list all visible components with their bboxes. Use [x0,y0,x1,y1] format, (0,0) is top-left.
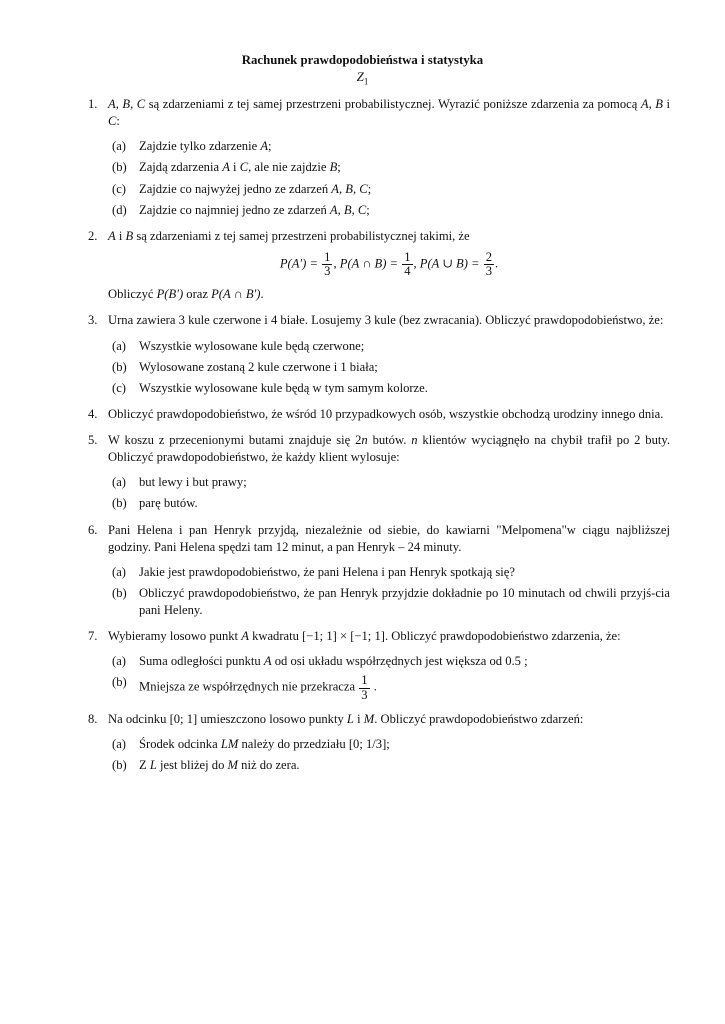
text-fragment: kule (bez zwracania). Obliczyć prawdopodobieństwo, że: [370,313,664,328]
math-event: A [222,160,230,175]
text-fragment: kule czerwone i [184,313,271,328]
problem-list [88,96,670,783]
fraction-numerator: 2 [485,249,492,264]
math-number: 2 [355,433,362,448]
subproblem-text: Wszystkie wylosowane kule będą czerwone; [139,338,365,353]
text-fragment: ; [366,202,370,217]
text-fragment: są zdarzeniami z tej samej przestrzeni probabilistycznej. Wyrazić poniższe zdarzenia za pomocą [145,97,641,111]
problem-7 [88,628,670,702]
subtitle-subscript: 1 [363,76,369,87]
math-event: A [108,228,116,243]
subproblem-7a [108,653,670,670]
subproblem-list [108,474,670,512]
text-fragment: Urna zawiera [108,313,179,328]
math-variable: L [346,711,354,726]
math-variable: A [263,654,272,669]
math-expression: [0; 1/3] [348,737,387,751]
text-fragment: i [662,97,670,111]
text-fragment: . [260,287,264,302]
subproblem-label: (b) [112,496,127,511]
subproblem-list [108,338,670,397]
subproblem-3b [108,359,670,376]
math-variable: LM [220,737,239,751]
math-event: C [108,114,117,129]
display-formula [108,251,670,278]
problem-5 [88,432,670,513]
math-expression: P(A ∩ B′) [211,287,261,302]
math-number: 3 [364,313,371,328]
subproblem-3c [108,380,670,397]
text-fragment: i [115,228,126,243]
text-fragment: białe. Losujemy [277,313,365,328]
text-fragment: Zajdzie tylko zdarzenie [139,139,261,154]
math-event: B [125,228,134,243]
math-event: C [239,160,249,175]
math-expression: P(B′) [156,287,184,302]
math-variable: L [149,758,157,773]
subproblem-text: Obliczyć prawdopodobieństwo, że pan Henryk przyjdzie dokładnie po 10 minutach od chwili przyjś-cia pani Heleny. [139,585,670,618]
formula-part: , P(A ∩ B) = [333,256,402,271]
text-fragment: . Obliczyć prawdopodobieństwo zdarzeń: [374,711,584,726]
document-subtitle [0,68,725,88]
math-number: 0.5 [505,654,521,669]
math-number: 4 [270,313,278,328]
problem-number: 1. [88,97,98,111]
text-fragment: umieszczono losowo punkty [197,711,347,726]
text-fragment: jest bliżej do [156,758,228,773]
problem-4 [88,406,670,423]
problem-text [108,522,670,556]
math-variable: A [241,629,249,644]
problem-8 [88,711,670,774]
fraction-numerator: 1 [361,673,368,688]
math-variable: M [363,711,375,726]
subproblem-text: but lewy i but prawy; [139,475,247,490]
math-variable: n [361,433,368,448]
subproblem-list [108,653,670,702]
math-number: 12 [275,539,289,554]
math-event: A [260,139,269,154]
fraction-denominator: 3 [324,264,331,279]
subproblem-text: parę butów. [139,496,198,511]
subproblem-label: (b) [112,585,127,600]
subproblem-1d [108,202,670,219]
problem-number: 8. [88,711,98,726]
math-variable: n [411,433,418,448]
text-fragment: Zajdzie co najwyżej jedno ze zdarzeń [139,181,332,196]
formula-part: , P(A ∪ B) = [413,256,483,271]
subproblem-label: (b) [112,160,127,175]
subproblem-label: (c) [112,380,126,395]
problem-number: 5. [88,433,98,448]
subproblem-3a [108,338,670,355]
math-events: A, B, C [108,97,146,111]
text-fragment: minuty. [420,539,462,554]
fraction-denominator: 3 [485,264,492,279]
problem-number: 6. [88,522,98,537]
text-fragment: ; [268,139,272,154]
text-fragment: minut, a pan Henryk – [288,539,408,554]
subproblem-label: (a) [112,338,126,353]
text-fragment: butów. [367,433,412,448]
text-fragment: : [116,114,120,129]
subproblem-5b [108,495,670,512]
text-fragment: W koszu z przecenionymi butami znajduje się [108,433,356,448]
subproblem-text: Wylosowane zostaną 2 kule czerwone i 1 biała; [139,359,378,374]
subproblem-label: (d) [112,202,127,217]
text-fragment: Zajdzie co najmniej jedno ze zdarzeń [139,202,330,217]
math-expression: [0; 1] [169,711,198,726]
problem-text: Obliczyć prawdopodobieństwo, że wśród 10 przypadkowych osób, wszystkie obchodzą urodziny innego dnia. [108,406,664,421]
problem-number: 2. [88,228,98,243]
problem-text [108,312,670,329]
subproblem-1c [108,181,670,198]
problem-3 [88,312,670,397]
text-fragment: od osi układu współrzędnych jest większa od [271,654,506,669]
math-number: 3 [178,313,185,328]
formula-part: P(A′) = [279,256,322,271]
math-events: A, B, C [331,181,368,196]
text-fragment: Zajdą zdarzenia [139,160,223,175]
math-expression: [−1; 1] × [−1; 1] [302,629,385,644]
problem-number: 4. [88,406,98,421]
text-fragment: klientów wyciągnęło na chybił trafił po 2 buty. Obliczyć prawdopodobieństwo, że każdy klient wylosuje: [108,433,670,465]
fraction-numerator: 1 [404,249,411,264]
subproblem-label: (b) [112,758,127,773]
subproblem-label: (a) [112,564,126,579]
problem-text [108,711,670,728]
math-events: A, B [640,97,663,111]
subtitle-main: Z [356,69,364,84]
fraction [322,251,332,278]
subproblem-list [108,564,670,619]
document-title: Rachunek prawdopodobieństwa i statystyka [241,53,484,67]
text-fragment: . Obliczyć prawdopodobieństwo zdarzenia, że: [384,629,621,644]
text-fragment: ; [520,654,528,669]
subproblem-text: Jakie jest prawdopodobieństwo, że pani Helena i pan Henryk spotkają się? [139,564,515,579]
problem-text [108,628,670,645]
text-fragment: Na odcinku [108,711,170,726]
fraction [359,674,369,701]
subproblem-1a [108,138,670,155]
text-fragment: i [353,711,364,726]
text-fragment: ; [386,737,390,751]
subproblem-list [108,138,670,219]
text-fragment: , ale nie zajdzie [248,160,330,175]
subproblem-5a [108,474,670,491]
text-fragment: niż do zera. [238,758,300,773]
subproblem-1b [108,159,670,176]
subproblem-8b [108,757,670,774]
text-fragment: są zdarzeniami z tej samej przestrzeni probabilistycznej takimi, że [133,228,470,243]
subproblem-list [108,736,670,774]
problem-1 [88,96,670,219]
fraction-denominator: 3 [361,687,368,702]
fraction [402,251,412,278]
problem-6 [88,522,670,620]
math-variable: M [227,758,239,773]
problem-text [108,228,670,245]
fraction [484,251,494,278]
subproblem-8a [108,736,670,753]
problem-number: 3. [88,313,98,328]
subproblem-label: (b) [112,359,127,374]
subproblem-7b [108,674,670,701]
problem-number: 7. [88,629,98,644]
text-fragment: oraz [183,287,212,302]
problem-text [108,96,670,130]
subproblem-text: Wszystkie wylosowane kule będą w tym samym kolorze. [139,380,428,395]
text-fragment: . [370,680,377,695]
subproblem-label: (a) [112,654,126,669]
subproblem-label: (c) [112,181,126,196]
text-fragment: Mniejsza ze współrzędnych nie przekracza [139,680,359,695]
subproblem-label: (a) [112,139,126,154]
text-fragment: Z [139,758,150,773]
math-events: A, B, C [329,202,367,217]
fraction-denominator: 4 [404,264,411,279]
text-fragment: Środek odcinka [139,737,221,751]
math-number: 24 [407,539,421,554]
text-fragment: Suma odległości punktu [139,654,264,669]
problem-text [108,432,670,466]
math-event: B [329,160,338,175]
subproblem-label: (a) [112,475,126,490]
formula-part: . [494,256,499,271]
subproblem-label: (a) [112,737,126,751]
text-fragment: ; [337,160,341,175]
subproblem-6b [108,585,670,619]
text-fragment: Pani Helena i pan Henryk przyjdą, niezależnie od siebie, do kawiarni "Melpomena"w ciągu najbliższej godziny. Pani Helena spędzi tam [108,522,670,554]
problem-question [108,286,670,303]
text-fragment: i [229,160,240,175]
subproblem-label: (b) [112,675,127,690]
fraction-numerator: 1 [324,249,331,264]
text-fragment: ; [367,181,372,196]
text-fragment: Obliczyć [108,287,157,302]
subproblem-6a [108,564,670,581]
text-fragment: kwadratu [248,629,303,644]
text-fragment: należy do przedziału [238,737,349,751]
problem-2 [88,228,670,304]
text-fragment: Wybieramy losowo punkt [108,629,242,644]
